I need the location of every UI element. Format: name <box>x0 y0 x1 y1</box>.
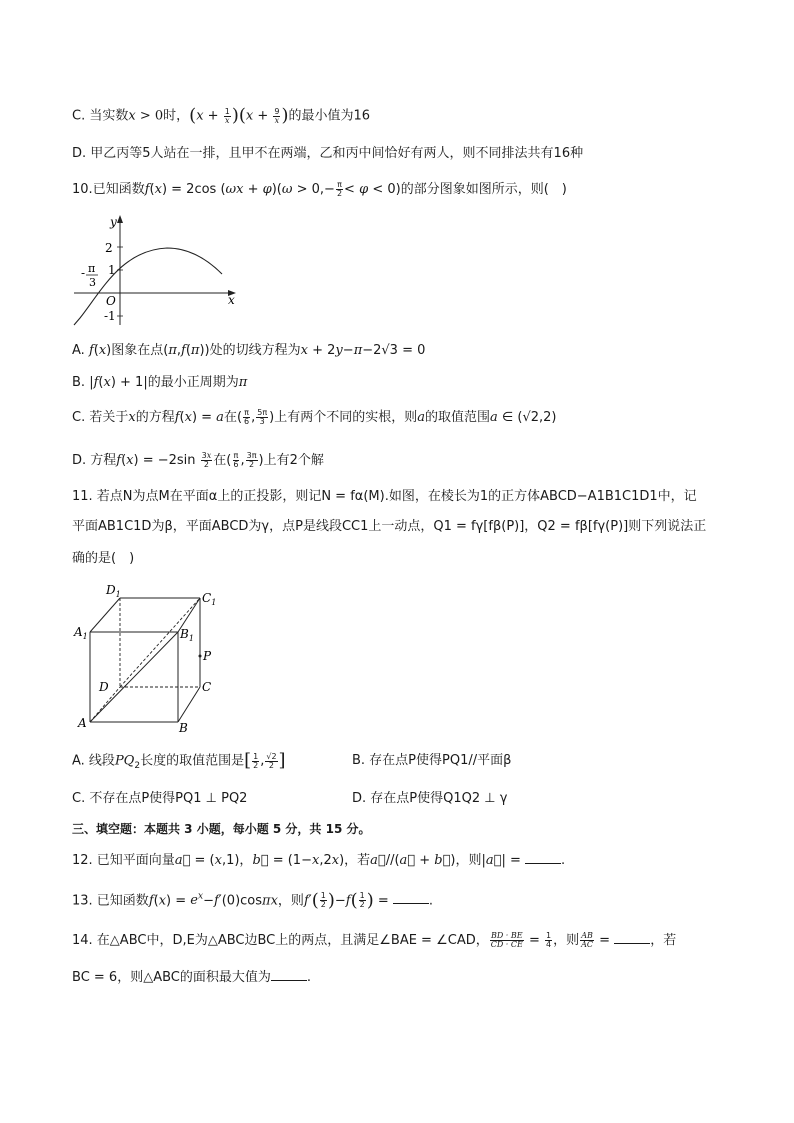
label-c1: $C_1$ <box>202 591 217 607</box>
q10-option-d: D. 方程f(x) = −2sin $\frac{3x}{2}$ 在( $\frac{\pi}{6}$ , $\frac{3\pi}{2}$ )上有2个解 <box>72 451 324 469</box>
q10-option-a: A. f(x)图象在点(π,f(π))处的切线方程为x + 2y−π−2√3 = 0 <box>72 343 426 358</box>
neg-sign: - <box>81 266 86 280</box>
label-p: P <box>203 649 212 663</box>
y-axis-label: y <box>110 215 117 229</box>
q11-cube-figure <box>72 580 232 740</box>
label-b1: $B_1$ <box>180 627 194 643</box>
label-b: B <box>179 721 188 735</box>
q11-option-a: A. 线段$PQ_2$长度的取值范围是[ $\frac{1}{2}$ , $\frac{√2}{2}$ ] <box>72 750 286 772</box>
origin-label: O <box>106 294 116 308</box>
section3-title: 三、填空题：本题共 3 小题，每小题 5 分，共 15 分。 <box>72 822 371 836</box>
tick-label-1: 1 <box>108 263 116 277</box>
q12: 12. 已知平面向量a⃗ = (x,1)，b⃗ = (1−x,2x)，若a⃗//(a⃗ + b⃗)，则|a⃗| = . <box>72 853 566 868</box>
q10-option-c: C. 若关于x的方程f(x) = a在( $\frac{\pi}{6}$ , $\frac{5\pi}{3}$ )上有两个不同的实根，则a的取值范围a ∈ (√2,2) <box>72 408 557 426</box>
label-c: C <box>202 680 212 694</box>
pi-label: π <box>88 262 96 275</box>
answer-blank[interactable] <box>525 851 561 864</box>
q11-stem-line3: 确的是( ) <box>72 551 135 566</box>
three-label: 3 <box>89 276 96 289</box>
answer-blank[interactable] <box>614 931 650 944</box>
q13: 13. 已知函数$f(x) = e^x-f'(0)\cos\pi x$，则f′( $\frac{1}{2}$ )−f( $\frac{1}{2}$ ) = . <box>72 889 434 911</box>
tick-label-2: 2 <box>105 241 113 255</box>
math: x <box>128 108 136 124</box>
label-a: A <box>78 716 87 730</box>
q9-option-d: D. 甲乙丙等5人站在一排，且甲不在两端，乙和丙中间恰好有两人，则不同排法共有16种 <box>72 146 584 161</box>
q11-stem-line1: 11. 若点N为点M在平面α上的正投影，则记N = fα(M).如图，在棱长为1的正方体ABCD−A1B1C1D1中，记 <box>72 489 697 504</box>
tick-label-neg1: -1 <box>104 309 116 323</box>
q11-option-c: C. 不存在点P使得PQ1 ⊥ PQ2 <box>72 791 248 806</box>
q11-option-b: B. 存在点P使得PQ1//平面β <box>352 753 512 768</box>
answer-blank[interactable] <box>393 891 429 904</box>
q9-option-c: C. 当实数x > 0时，(x + $\frac{1}{x}$ )(x + $\frac{9}{x}$ )的最小值为16 <box>72 105 371 126</box>
q11-stem-line2: 平面AB1C1D为β，平面ABCD为γ，点P是线段CC1上一动点，Q1 = fγ[fβ(P)]，Q2 = fβ[fγ(P)]则下列说法正 <box>72 519 707 534</box>
q10-stem: 10.已知函数f(x) = 2cos (ωx + φ)(ω > 0,− $\frac{\pi}{2}$ < φ < 0)的部分图象如图所示，则( ) <box>72 180 567 198</box>
q14-line1: 14. 在△ABC中，D,E为△ABC边BC上的两点，且满足∠BAE = ∠CAD， $\frac{BD \cdot BE}{CD \cdot CE}$ = $\frac{1}{4}$ ，则 $\frac{AB}{AC}$ = ，若 <box>72 931 677 949</box>
answer-blank[interactable] <box>271 968 307 981</box>
q10-option-b: B. |f(x) + 1|的最小正周期为π <box>72 375 248 390</box>
x-axis-label: x <box>228 293 235 307</box>
q11-option-d: D. 存在点P使得Q1Q2 ⊥ γ <box>352 791 508 806</box>
q14-line2: BC = 6，则△ABC的面积最大值为 . <box>72 970 311 985</box>
label-d1: $D_1$ <box>106 583 121 599</box>
label-a1: $A_1$ <box>74 625 88 641</box>
label-d: D <box>99 680 109 694</box>
q10-function-graph <box>72 210 252 330</box>
